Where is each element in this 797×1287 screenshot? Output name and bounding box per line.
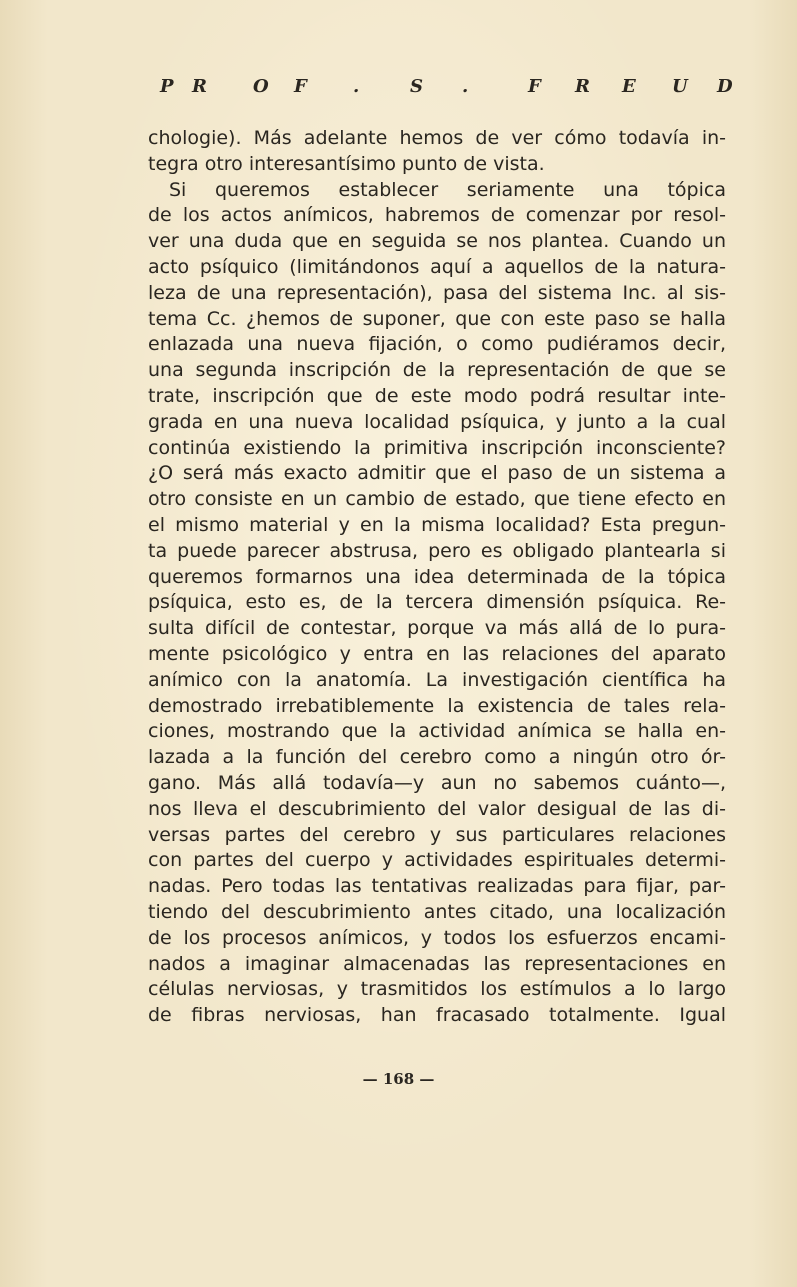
text-line: Si queremos establecer seriamente una tópica [169, 178, 726, 201]
text-line: nados a imaginar almacenadas las representaciones en [148, 952, 726, 975]
running-head [160, 76, 732, 106]
page-number: — 168 — [362, 1070, 435, 1088]
text-line: de los actos anímicos, habremos de comenzar por resol- [148, 204, 726, 227]
running-head-letter: R [192, 76, 207, 97]
text-line: mente psicológico y entra en las relaciones del aparato [148, 642, 726, 665]
running-head-letter: S [410, 76, 423, 97]
text-line: el mismo material y en la misma localidad? Esta pregun- [148, 513, 726, 536]
text-line: lazada a la función del cerebro como a ningún otro ór- [148, 746, 726, 769]
running-head-letter: F [294, 76, 307, 97]
text-line: anímico con la anatomía. La investigación científica ha [148, 668, 726, 691]
text-line: acto psíquico (limitándonos aquí a aquellos de la natura- [148, 255, 726, 278]
running-head-letter: E [622, 76, 636, 97]
text-line: ver una duda que en seguida se nos plantea. Cuando un [148, 230, 726, 253]
running-head-letter: D [717, 76, 733, 97]
text-line: chologie). Más adelante hemos de ver cómo todavía in- [148, 127, 726, 149]
text-line: nos lleva el descubrimiento del valor desigual de las di- [148, 797, 726, 820]
text-line: nadas. Pero todas las tentativas realizadas para fijar, par- [148, 875, 726, 898]
text-line: psíquica, esto es, de la tercera dimensión psíquica. Re- [148, 591, 726, 614]
text-line: versas partes del cerebro y sus particulares relaciones [148, 823, 726, 846]
running-head-letter: . [353, 76, 360, 97]
running-head-letter: U [672, 76, 688, 97]
text-line: ciones, mostrando que la actividad anímica se halla en- [148, 720, 726, 743]
text-line: de fibras nerviosas, han fracasado totalmente. Igual [148, 1004, 726, 1027]
text-line: sulta difícil de contestar, porque va más allá de lo pura- [148, 617, 726, 640]
text-line: células nerviosas, y trasmitidos los estímulos a lo largo [148, 978, 726, 1001]
text-line: tiendo del descubrimiento antes citado, una localización [148, 900, 726, 923]
text-line: grada en una nueva localidad psíquica, y junto a la cual [148, 410, 726, 433]
text-line: tema Cc. ¿hemos de suponer, que con este paso se halla [148, 307, 726, 330]
text-line: ta puede parecer abstrusa, pero es obligado plantearla si [148, 539, 726, 562]
text-line: trate, inscripción que de este modo podrá resultar inte- [148, 384, 726, 407]
running-head-letter: F [528, 76, 541, 97]
text-line: de los procesos anímicos, y todos los esfuerzos encami- [148, 926, 726, 949]
text-line: enlazada una nueva fijación, o como pudiéramos decir, [148, 333, 726, 356]
running-head-letter: . [462, 76, 469, 97]
text-line: gano. Más allá todavía—y aun no sabemos cuánto—, [148, 771, 726, 794]
text-line: una segunda inscripción de la representación de que se [148, 359, 726, 382]
text-line: leza de una representación), pasa del sistema Inc. al sis- [148, 281, 726, 304]
text-line: ¿O será más exacto admitir que el paso de un sistema a [148, 462, 726, 485]
text-line: tegra otro interesantísimo punto de vista. [148, 152, 545, 175]
running-head-letter: P [160, 76, 174, 97]
text-line: demostrado irrebatiblemente la existencia de tales rela- [148, 694, 726, 717]
text-line: continúa existiendo la primitiva inscripción inconsciente? [148, 436, 726, 459]
running-head-letter: R [575, 76, 590, 97]
page-body-text [148, 126, 726, 1029]
text-line: con partes del cuerpo y actividades espirituales determi- [148, 849, 726, 872]
running-head-letter: O [253, 76, 269, 97]
text-line: queremos formarnos una idea determinada de la tópica [148, 565, 726, 588]
text-line: otro consiste en un cambio de estado, que tiene efecto en [148, 488, 726, 511]
